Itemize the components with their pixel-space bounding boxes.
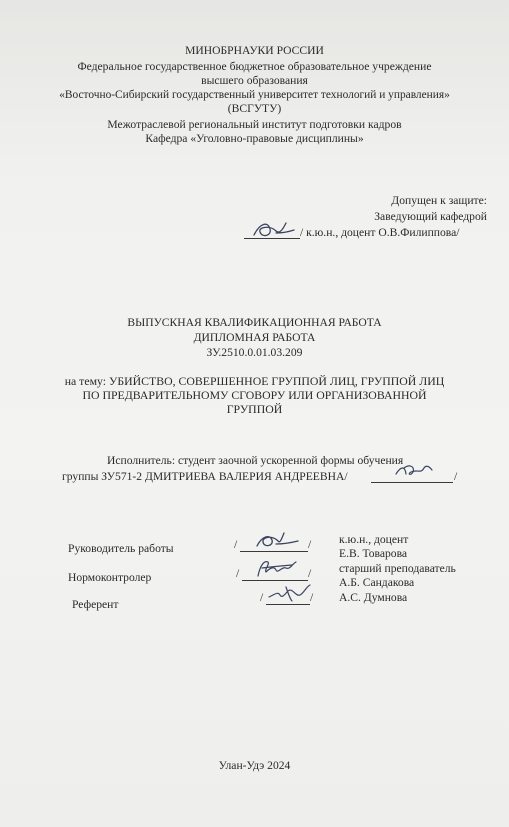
supervisor-signature [252,528,300,552]
normcontroller-name: А.Б. Сандакова [339,576,415,589]
approval-signature [250,219,296,241]
approval-signer: / к.ю.н., доцент О.В.Филиппова/ [300,226,460,239]
university-line: «Восточно-Сибирский государственный университет технологий и управления» [59,89,450,101]
supervisor-slash-start: / [234,538,238,551]
executor-line-2: группы ЗУ571-2 ДМИТРИЕВА ВАЛЕРИЯ АНДРЕЕВНА/ [62,470,348,483]
normcontroller-signature [254,556,300,582]
ministry-line: МИНОБРНАУКИ РОССИИ [185,44,324,57]
head-of-department-label: Заведующий кафедрой [374,210,487,223]
reviewer-slash-end: / [310,591,314,604]
normcontroller-slash-start: / [236,567,240,580]
executor-signature [393,460,435,482]
reviewer-name: А.С. Думнова [339,591,408,604]
reviewer-slash-start: / [260,591,264,604]
institution-line-1: Федеральное государственное бюджетное образовательное учреждение [77,60,432,73]
university-abbr: (ВСГУТУ) [227,102,282,115]
work-code: ЗУ.2510.0.01.03.209 [206,346,303,359]
admitted-label: Допущен к защите: [391,194,487,207]
reviewer-label: Референт [72,598,119,611]
topic-line-1: на тему: УБИЙСТВО, СОВЕРШЕННОЕ ГРУППОЙ ЛИЦ, ГРУППОЙ ЛИЦ [64,374,445,388]
supervisor-slash-end: / [308,538,312,551]
supervisor-title: к.ю.н., доцент [339,533,409,546]
work-subtype-line: ДИПЛОМНАЯ РАБОТА [193,331,316,344]
normcontroller-label: Нормоконтролер [68,571,152,584]
work-type-line: ВЫПУСКНАЯ КВАЛИФИКАЦИОННАЯ РАБОТА [127,316,382,329]
city-year: Улан-Удэ 2024 [218,759,291,772]
normcontroller-slash-end: / [308,567,312,580]
executor-signature-line [371,482,453,483]
topic-line-3: ГРУППОЙ [226,402,283,416]
normcontroller-title: старший преподаватель [339,562,456,575]
reviewer-signature [266,581,312,605]
executor-slash-end: / [454,470,458,483]
institution-line-2: высшего образования [201,74,308,87]
supervisor-label: Руководитель работы [68,542,174,555]
department-line: Кафедра «Уголовно-правовые дисциплины» [145,132,364,145]
institute-line: Межотраслевой региональный институт подготовки кадров [107,118,402,131]
executor-line-1: Исполнитель: студент заочной ускоренной формы обучения [107,454,404,467]
topic-line-2: ПО ПРЕДВАРИТЕЛЬНОМУ СГОВОРУ ИЛИ ОРГАНИЗОВАННОЙ [82,388,427,402]
supervisor-name: Е.В. Товарова [339,547,408,560]
